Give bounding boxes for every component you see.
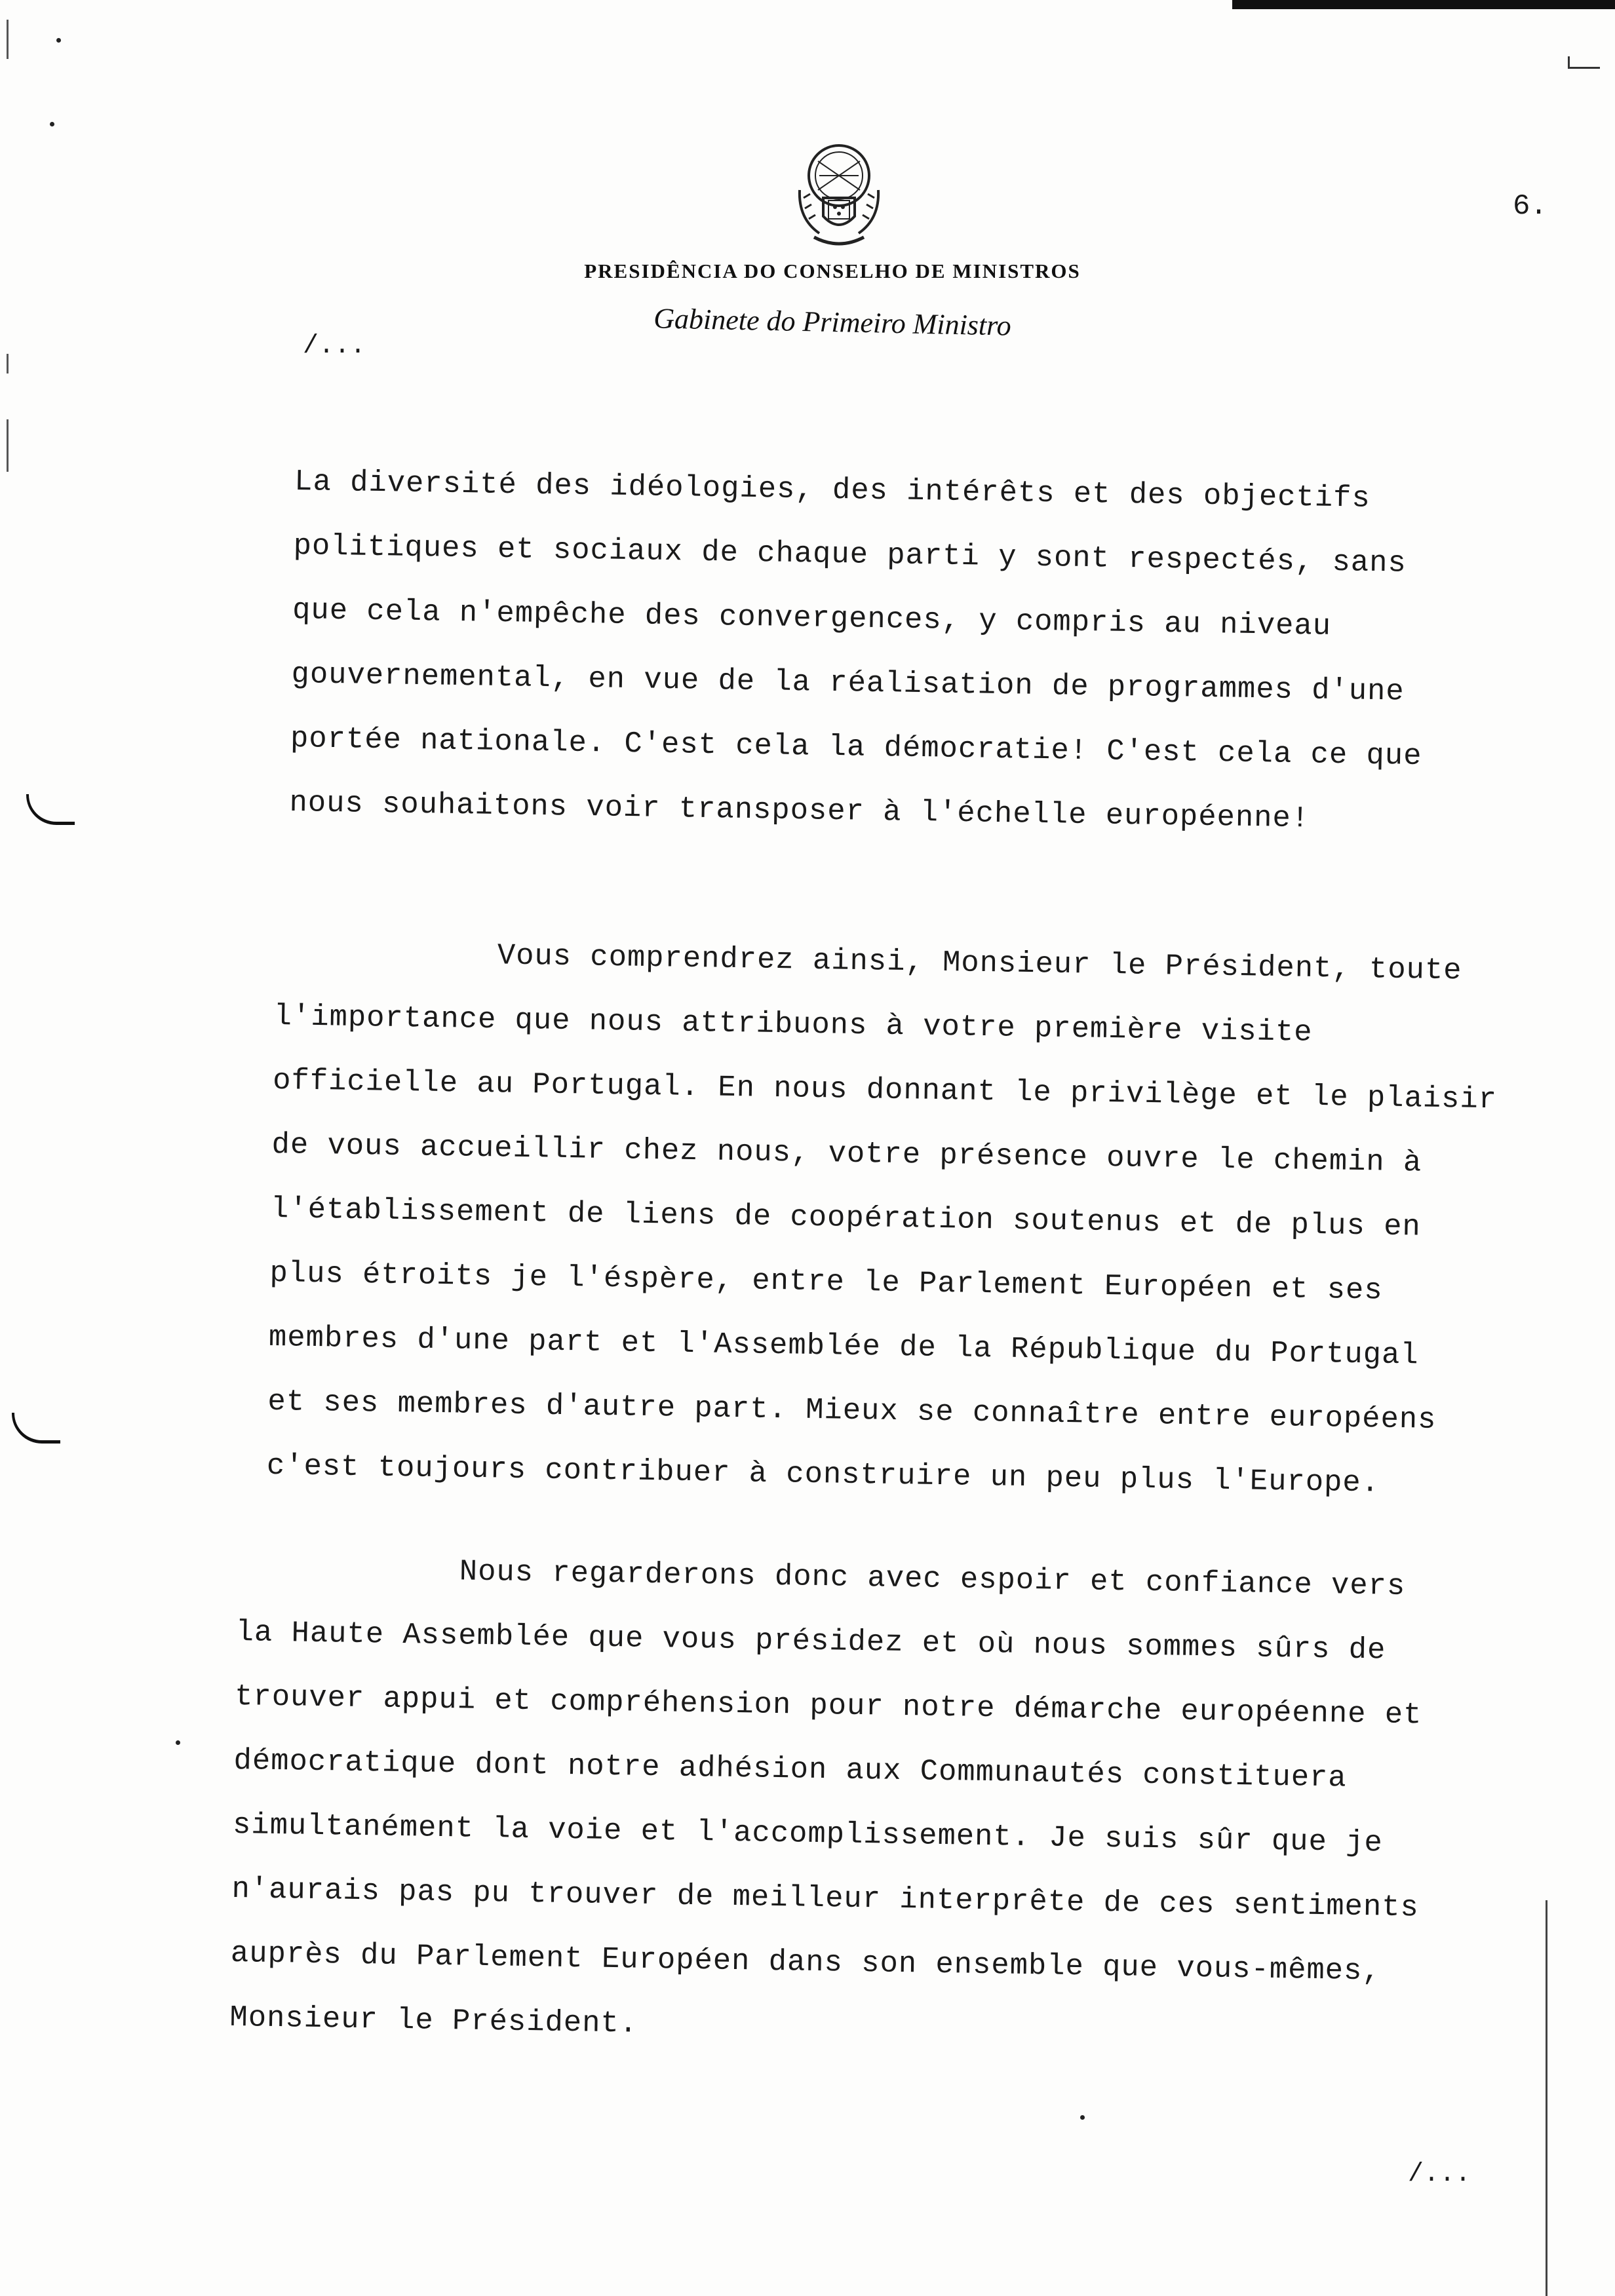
text-line: que cela n'empêche des convergences, y compris au niveau bbox=[292, 592, 1332, 643]
text-line: démocratique dont notre adhésion aux Communautés constituera bbox=[233, 1743, 1348, 1795]
paragraph-3 bbox=[229, 1536, 1425, 2068]
continued-marker-bottom: /... bbox=[1408, 2160, 1471, 2189]
text-line: Monsieur le Président. bbox=[229, 2000, 638, 2041]
text-line: membres d'une part et l'Assemblée de la République du Portugal bbox=[268, 1320, 1420, 1373]
text-line: la Haute Assemblée que vous présidez et où nous sommes sûrs de bbox=[235, 1615, 1386, 1668]
text-line: n'aurais pas pu trouver de meilleur interprête de ces sentiments bbox=[231, 1871, 1420, 1925]
scan-speck bbox=[50, 122, 54, 126]
text-line: l'importance que nous attribuons à votre première visite bbox=[273, 999, 1313, 1050]
text-line: et ses membres d'autre part. Mieux se connaître entre européens bbox=[267, 1384, 1437, 1437]
coat-of-arms-icon bbox=[780, 135, 898, 253]
text-line: officielle au Portugal. En nous donnant le privilège et le plaisir bbox=[272, 1063, 1498, 1117]
text-line: l'établissement de liens de coopération soutenus et de plus en bbox=[270, 1191, 1422, 1244]
cabinet-subheading: Gabinete do Primeiro Ministro bbox=[653, 302, 1012, 342]
text-line: plus étroits je l'éspère, entre le Parlement Européen et ses bbox=[269, 1255, 1384, 1308]
text-line: portée nationale. C'est cela la démocratie! C'est cela ce que bbox=[290, 721, 1422, 774]
scan-right-edge-line bbox=[1546, 1900, 1547, 2296]
text-line: de vous accueillir chez nous, votre présence ouvre le chemin à bbox=[271, 1127, 1422, 1180]
paragraph-1 bbox=[289, 450, 1427, 852]
text-line: La diversité des idéologies, des intérêts et des objectifs bbox=[294, 464, 1371, 516]
scan-speck bbox=[176, 1740, 180, 1745]
text-line: Vous comprendrez ainsi, Monsieur le Président, toute bbox=[274, 934, 1462, 988]
scan-speck bbox=[1080, 2115, 1085, 2120]
scan-edge-mark bbox=[7, 20, 9, 59]
text-line: c'est toujours contribuer à construire un peu plus l'Europe. bbox=[266, 1448, 1380, 1501]
paragraph-2 bbox=[266, 920, 1500, 1517]
page-number: 6. bbox=[1513, 190, 1547, 223]
text-line: simultanément la voie et l'accomplissement. Je suis sûr que je bbox=[232, 1807, 1384, 1860]
office-heading: PRESIDÊNCIA DO CONSELHO DE MINISTROS bbox=[584, 259, 1081, 282]
text-line: nous souhaitons voir transposer à l'échelle européenne! bbox=[289, 785, 1310, 836]
punch-hole-mark bbox=[12, 1413, 60, 1444]
scan-speck bbox=[56, 38, 61, 43]
punch-hole-mark bbox=[26, 794, 75, 825]
text-line: politiques et sociaux de chaque parti y sont respectés, sans bbox=[293, 528, 1407, 581]
continued-marker-top: /... bbox=[303, 332, 366, 361]
scan-edge-bar bbox=[1232, 0, 1615, 9]
text-line: Nous regarderons donc avec espoir et confiance vers bbox=[236, 1550, 1406, 1603]
scan-edge-mark bbox=[7, 354, 9, 373]
text-line: gouvernemental, en vue de la réalisation de programmes d'une bbox=[291, 657, 1405, 709]
text-line: trouver appui et compréhension pour notre démarche européenne et bbox=[234, 1679, 1422, 1732]
text-line: auprès du Parlement Européen dans son ensemble que vous-mêmes, bbox=[230, 1936, 1382, 1989]
scan-corner-mark bbox=[1568, 56, 1600, 69]
scan-edge-mark bbox=[7, 419, 9, 472]
